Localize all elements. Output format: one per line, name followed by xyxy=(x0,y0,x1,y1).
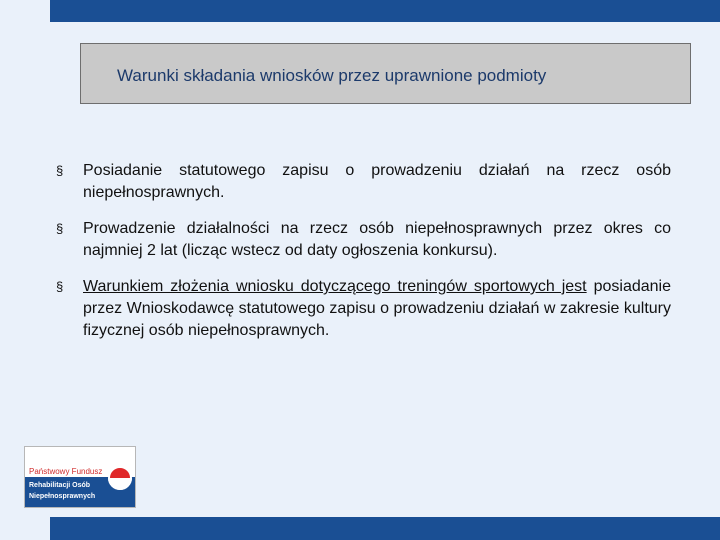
bullet-marker-icon: § xyxy=(56,221,64,236)
bullet-list xyxy=(56,160,671,356)
pfron-logo xyxy=(24,446,136,508)
bullet-marker-icon: § xyxy=(56,163,64,178)
logo-line-2: Rehabilitacji Osób xyxy=(29,482,91,489)
slide-title: Warunki składania wniosków przez uprawnione podmioty xyxy=(117,66,547,85)
logo-line-3: Niepełnosprawnych xyxy=(29,493,96,500)
bullet-item xyxy=(56,218,671,262)
bullet-item xyxy=(56,276,671,342)
bottom-accent-bar xyxy=(50,517,720,540)
bullet-item xyxy=(56,160,671,204)
bullet-text: Posiadanie statutowego zapisu o prowadzeniu działań na rzecz osób niepełnosprawnych. xyxy=(83,162,671,201)
logo-line-1: Państwowy Fundusz xyxy=(29,467,103,476)
bullet-text: posiadanie przez Wnioskodawcę statutowego zapisu o prowadzeniu działań w zakresie kultury fizycznej osób niepełnosprawnych. xyxy=(83,278,672,339)
title-box xyxy=(80,43,691,104)
bullet-text-underlined: Warunkiem złożenia wniosku dotyczącego treningów sportowych jest xyxy=(83,278,587,295)
top-accent-bar xyxy=(50,0,720,22)
bullet-text: Prowadzenie działalności na rzecz osób niepełnosprawnych przez okres co najmniej 2 lat (licząc wstecz od daty ogłoszenia konkursu). xyxy=(83,220,671,259)
bullet-marker-icon: § xyxy=(56,279,64,294)
